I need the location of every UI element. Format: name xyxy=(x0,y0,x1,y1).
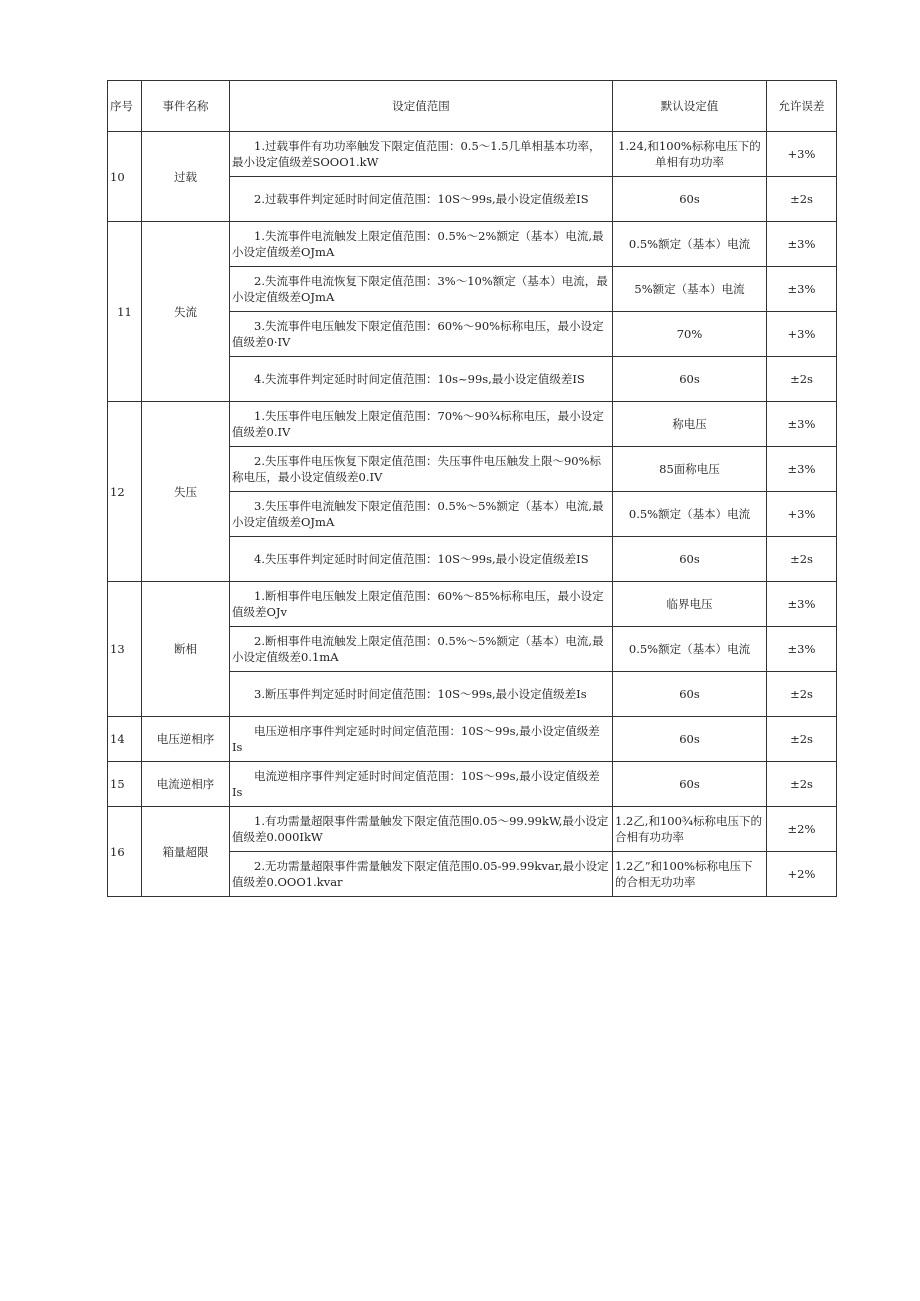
range-cell: 3.失流事件电压触发下限定值范围：60%～90%标称电压，最小设定值级差0·IV xyxy=(230,312,613,357)
header-range: 设定值范围 xyxy=(230,81,613,132)
range-cell: 2.失压事件电压恢复下限定值范围：失压事件电压触发上限～90%标称电压，最小设定值级差0.IV xyxy=(230,447,613,492)
header-seq: 序号 xyxy=(108,81,142,132)
seq-cell: 15 xyxy=(108,762,142,807)
tolerance-cell: ±2s xyxy=(767,537,837,582)
range-cell: 1.有功需量超限事件需量触发下限定值范围0.05～99.99kW,最小设定值级差0.000IkW xyxy=(230,807,613,852)
default-cell: 称电压 xyxy=(613,402,767,447)
tolerance-cell: ±2s xyxy=(767,672,837,717)
table-row xyxy=(108,717,837,762)
table-row xyxy=(108,132,837,177)
table-row xyxy=(108,807,837,852)
seq-cell: 14 xyxy=(108,717,142,762)
range-cell: 2.过载事件判定延时时间定值范围：10S～99s,最小设定值级差IS xyxy=(230,177,613,222)
default-cell: 0.5%额定（基本）电流 xyxy=(613,222,767,267)
default-cell: 0.5%额定（基本）电流 xyxy=(613,627,767,672)
default-cell: 85面称电压 xyxy=(613,447,767,492)
range-cell: 4.失流事件判定延时时间定值范围：10s~99s,最小设定值级差IS xyxy=(230,357,613,402)
header-tolerance: 允许误差 xyxy=(767,81,837,132)
range-cell: 2.失流事件电流恢复下限定值范围：3%～10%额定（基本）电流，最小设定值级差OJmA xyxy=(230,267,613,312)
range-cell: 3.断压事件判定延时时间定值范围：10S～99s,最小设定值级差Is xyxy=(230,672,613,717)
default-cell: 1.2乙,和100¾标称电压下的合相有功功率 xyxy=(613,807,767,852)
range-cell: 2.无功需量超限事件需量触发下限定值范围0.05-99.99kvar,最小设定值级差0.OOO1.kvar xyxy=(230,852,613,897)
range-cell: 1.失流事件电流触发上限定值范围：0.5%～2%额定（基本）电流,最小设定值级差OJmA xyxy=(230,222,613,267)
tolerance-cell: +3% xyxy=(767,132,837,177)
tolerance-cell: +3% xyxy=(767,312,837,357)
default-cell: 60s xyxy=(613,717,767,762)
table-row xyxy=(108,402,837,447)
tolerance-cell: ±3% xyxy=(767,582,837,627)
tolerance-cell: ±2s xyxy=(767,357,837,402)
default-cell: 70% xyxy=(613,312,767,357)
default-cell: 60s xyxy=(613,357,767,402)
seq-cell: 11 xyxy=(108,222,142,402)
tolerance-cell: ±3% xyxy=(767,447,837,492)
header-default: 默认设定值 xyxy=(613,81,767,132)
default-cell: 60s xyxy=(613,537,767,582)
event-settings-table xyxy=(107,80,837,897)
default-cell: 60s xyxy=(613,762,767,807)
seq-cell: 16 xyxy=(108,807,142,897)
default-cell: 0.5%额定（基本）电流 xyxy=(613,492,767,537)
event-name-cell: 失流 xyxy=(142,222,230,402)
seq-cell: 10 xyxy=(108,132,142,222)
default-cell: 临界电压 xyxy=(613,582,767,627)
default-cell: 1.2乙”和100%标称电压下的合相无功功率 xyxy=(613,852,767,897)
range-cell: 3.失压事件电流触发下限定值范围：0.5%～5%额定（基本）电流,最小设定值级差OJmA xyxy=(230,492,613,537)
range-cell: 1.失压事件电压触发上限定值范围：70%～90¾标称电压，最小设定值级差0.IV xyxy=(230,402,613,447)
range-cell: 电流逆相序事件判定延时时间定值范围：10S～99s,最小设定值级差Is xyxy=(230,762,613,807)
table-row xyxy=(108,222,837,267)
tolerance-cell: ±2s xyxy=(767,762,837,807)
event-name-cell: 失压 xyxy=(142,402,230,582)
event-name-cell: 电流逆相序 xyxy=(142,762,230,807)
tolerance-cell: ±2% xyxy=(767,807,837,852)
range-cell: 2.断相事件电流触发上限定值范围：0.5%～5%额定（基本）电流,最小设定值级差0.1mA xyxy=(230,627,613,672)
header-name: 事件名称 xyxy=(142,81,230,132)
event-name-cell: 电压逆相序 xyxy=(142,717,230,762)
seq-cell: 12 xyxy=(108,402,142,582)
table-row xyxy=(108,582,837,627)
default-cell: 5%额定（基本）电流 xyxy=(613,267,767,312)
tolerance-cell: ±2s xyxy=(767,177,837,222)
range-cell: 1.断相事件电压触发上限定值范围：60%～85%标称电压，最小设定值级差OJv xyxy=(230,582,613,627)
default-cell: 60s xyxy=(613,177,767,222)
table-row xyxy=(108,762,837,807)
range-cell: 4.失压事件判定延时时间定值范围：10S～99s,最小设定值级差IS xyxy=(230,537,613,582)
tolerance-cell: ±3% xyxy=(767,222,837,267)
range-cell: 电压逆相序事件判定延时时间定值范围：10S～99s,最小设定值级差Is xyxy=(230,717,613,762)
default-cell: 60s xyxy=(613,672,767,717)
event-name-cell: 箱量超限 xyxy=(142,807,230,897)
tolerance-cell: +3% xyxy=(767,492,837,537)
tolerance-cell: ±2s xyxy=(767,717,837,762)
tolerance-cell: ±3% xyxy=(767,267,837,312)
default-cell: 1.24,和100%标称电压下的单相有功功率 xyxy=(613,132,767,177)
tolerance-cell: ±3% xyxy=(767,627,837,672)
tolerance-cell: +2% xyxy=(767,852,837,897)
seq-cell: 13 xyxy=(108,582,142,717)
header-row xyxy=(108,81,837,132)
tolerance-cell: ±3% xyxy=(767,402,837,447)
event-name-cell: 断相 xyxy=(142,582,230,717)
range-cell: 1.过载事件有功功率触发下限定值范围：0.5～1.5几单相基本功率，最小设定值级差SOOO1.kW xyxy=(230,132,613,177)
event-name-cell: 过载 xyxy=(142,132,230,222)
